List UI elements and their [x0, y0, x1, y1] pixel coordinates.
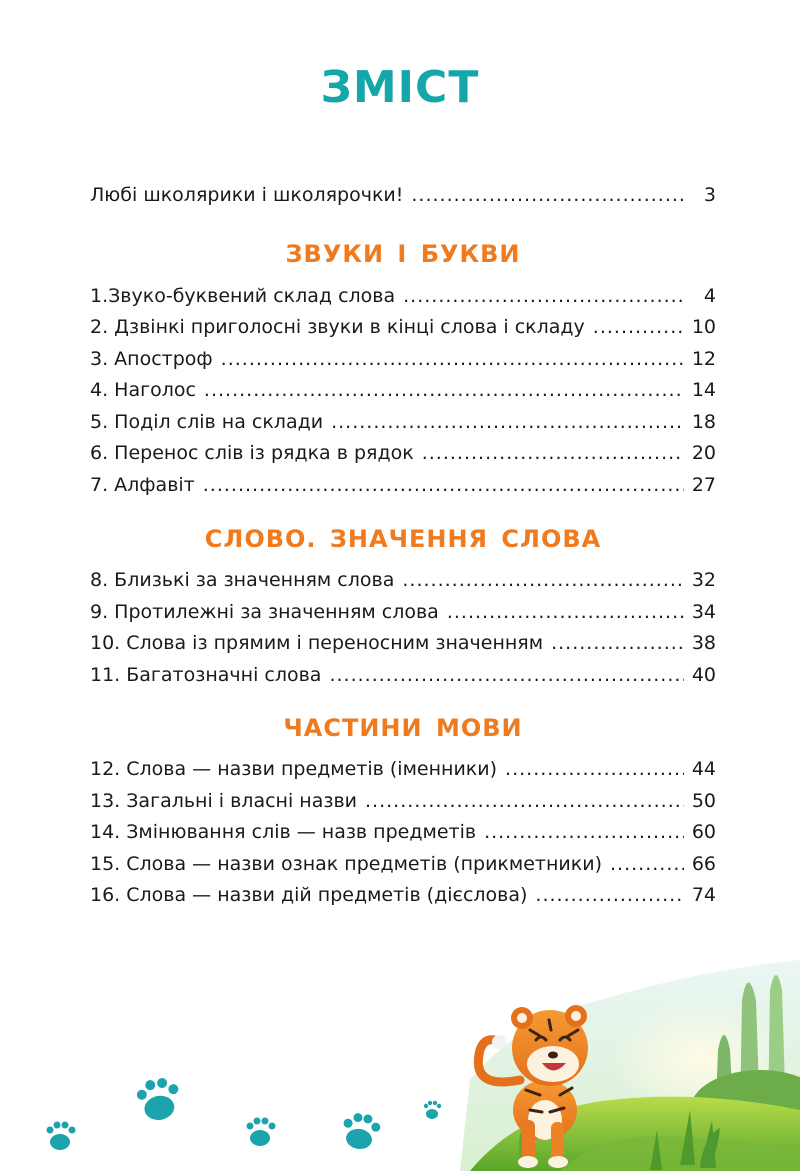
toc-item-page: 74: [691, 884, 716, 906]
toc-item-title: 15. Слова — назви ознак предметів (прикметники): [90, 852, 603, 875]
dot-leader: [204, 375, 684, 407]
toc-row[interactable]: [90, 407, 716, 439]
toc-row[interactable]: [90, 597, 716, 629]
dot-leader: [365, 786, 684, 818]
toc-item-title: 13. Загальні і власні назви: [90, 789, 357, 812]
dot-leader: [484, 817, 684, 849]
toc-item-page: 18: [691, 410, 716, 433]
toc-item-title: 5. Поділ слів на склади: [90, 410, 324, 433]
toc-item-title: 2. Дзвінкі приголосні звуки в кінці слова і складу: [90, 316, 585, 338]
toc-item-title: 16. Слова — назви дій предметів (дієслова): [90, 884, 528, 906]
dot-leader: [551, 628, 684, 660]
dot-leader: [535, 880, 683, 912]
toc-row[interactable]: [90, 344, 716, 376]
toc-item-title: 14. Змінювання слів — назв предметів: [90, 821, 477, 843]
toc-item-title: 4. Наголос: [90, 379, 196, 401]
footer-illustration: [0, 960, 800, 1171]
dot-leader: [610, 849, 684, 881]
dot-leader: [447, 597, 684, 629]
dot-leader: [329, 660, 683, 692]
toc-item-page: 34: [691, 600, 716, 623]
section-heading-sounds-letters: ЗВУКИ І БУКВИ: [285, 239, 521, 268]
toc-item-title: 9. Протилежні за значенням слова: [90, 600, 439, 623]
page-title: ЗМІСТ: [320, 62, 480, 113]
toc-item-page: 44: [691, 758, 716, 780]
toc-item-title: 10. Слова із прямим і переносним значенням: [90, 632, 544, 654]
toc-row[interactable]: [90, 281, 716, 313]
dot-leader: [203, 470, 684, 502]
dot-leader: [422, 438, 684, 470]
toc-item-page: 10: [691, 316, 716, 338]
dot-leader: [402, 565, 683, 597]
toc-row[interactable]: [90, 660, 716, 692]
toc-item-title: 3. Апостроф: [90, 347, 213, 370]
toc-row[interactable]: [90, 565, 716, 597]
paw-print-icon: [47, 1075, 442, 1151]
toc-item-page: 50: [691, 789, 716, 812]
dot-leader: [403, 281, 684, 313]
toc-row[interactable]: [90, 880, 716, 912]
toc-item-title: 7. Алфавіт: [90, 473, 195, 496]
toc-item-page: 14: [691, 379, 716, 401]
meadow-landscape: [460, 960, 800, 1171]
toc-item-title: 6. Перенос слів із рядка в рядок: [90, 442, 414, 464]
dot-leader: [593, 312, 684, 344]
toc-item-page: 40: [691, 663, 716, 686]
toc-item-title: 8. Близькі за значенням слова: [90, 569, 395, 591]
dot-leader: [411, 180, 684, 212]
toc-row[interactable]: [90, 438, 716, 470]
section-heading-parts-of-speech: ЧАСТИНИ МОВИ: [283, 714, 523, 742]
table-of-contents: [90, 180, 716, 912]
toc-row[interactable]: [90, 754, 716, 786]
toc-item-page: 60: [691, 821, 716, 843]
toc-item-title: 12. Слова — назви предметів (іменники): [90, 758, 498, 780]
toc-item-page: 20: [691, 442, 716, 464]
toc-row[interactable]: [90, 817, 716, 849]
toc-row[interactable]: [90, 375, 716, 407]
dot-leader: [331, 407, 684, 439]
toc-row[interactable]: [90, 786, 716, 818]
toc-row-intro[interactable]: [90, 180, 716, 212]
dot-leader: [505, 754, 684, 786]
toc-item-title: Любі школярики і школярочки!: [90, 184, 404, 206]
toc-item-page: 38: [691, 632, 716, 654]
toc-item-page: 32: [691, 569, 716, 591]
dot-leader: [221, 344, 684, 376]
toc-item-title: 11. Багатозначні слова: [90, 663, 322, 686]
toc-item-page: 27: [691, 473, 716, 496]
toc-item-page: 12: [691, 347, 716, 370]
toc-row[interactable]: [90, 628, 716, 660]
toc-row[interactable]: [90, 470, 716, 502]
toc-item-page: 66: [691, 852, 716, 875]
toc-row[interactable]: [90, 849, 716, 881]
toc-item-page: 4: [703, 284, 716, 307]
section-heading-word-meaning: СЛОВО. ЗНАЧЕННЯ СЛОВА: [204, 525, 602, 553]
toc-row[interactable]: [90, 312, 716, 344]
toc-item-title: 1.Звуко-буквений склад слова: [90, 284, 396, 307]
toc-item-page: 3: [703, 184, 716, 206]
